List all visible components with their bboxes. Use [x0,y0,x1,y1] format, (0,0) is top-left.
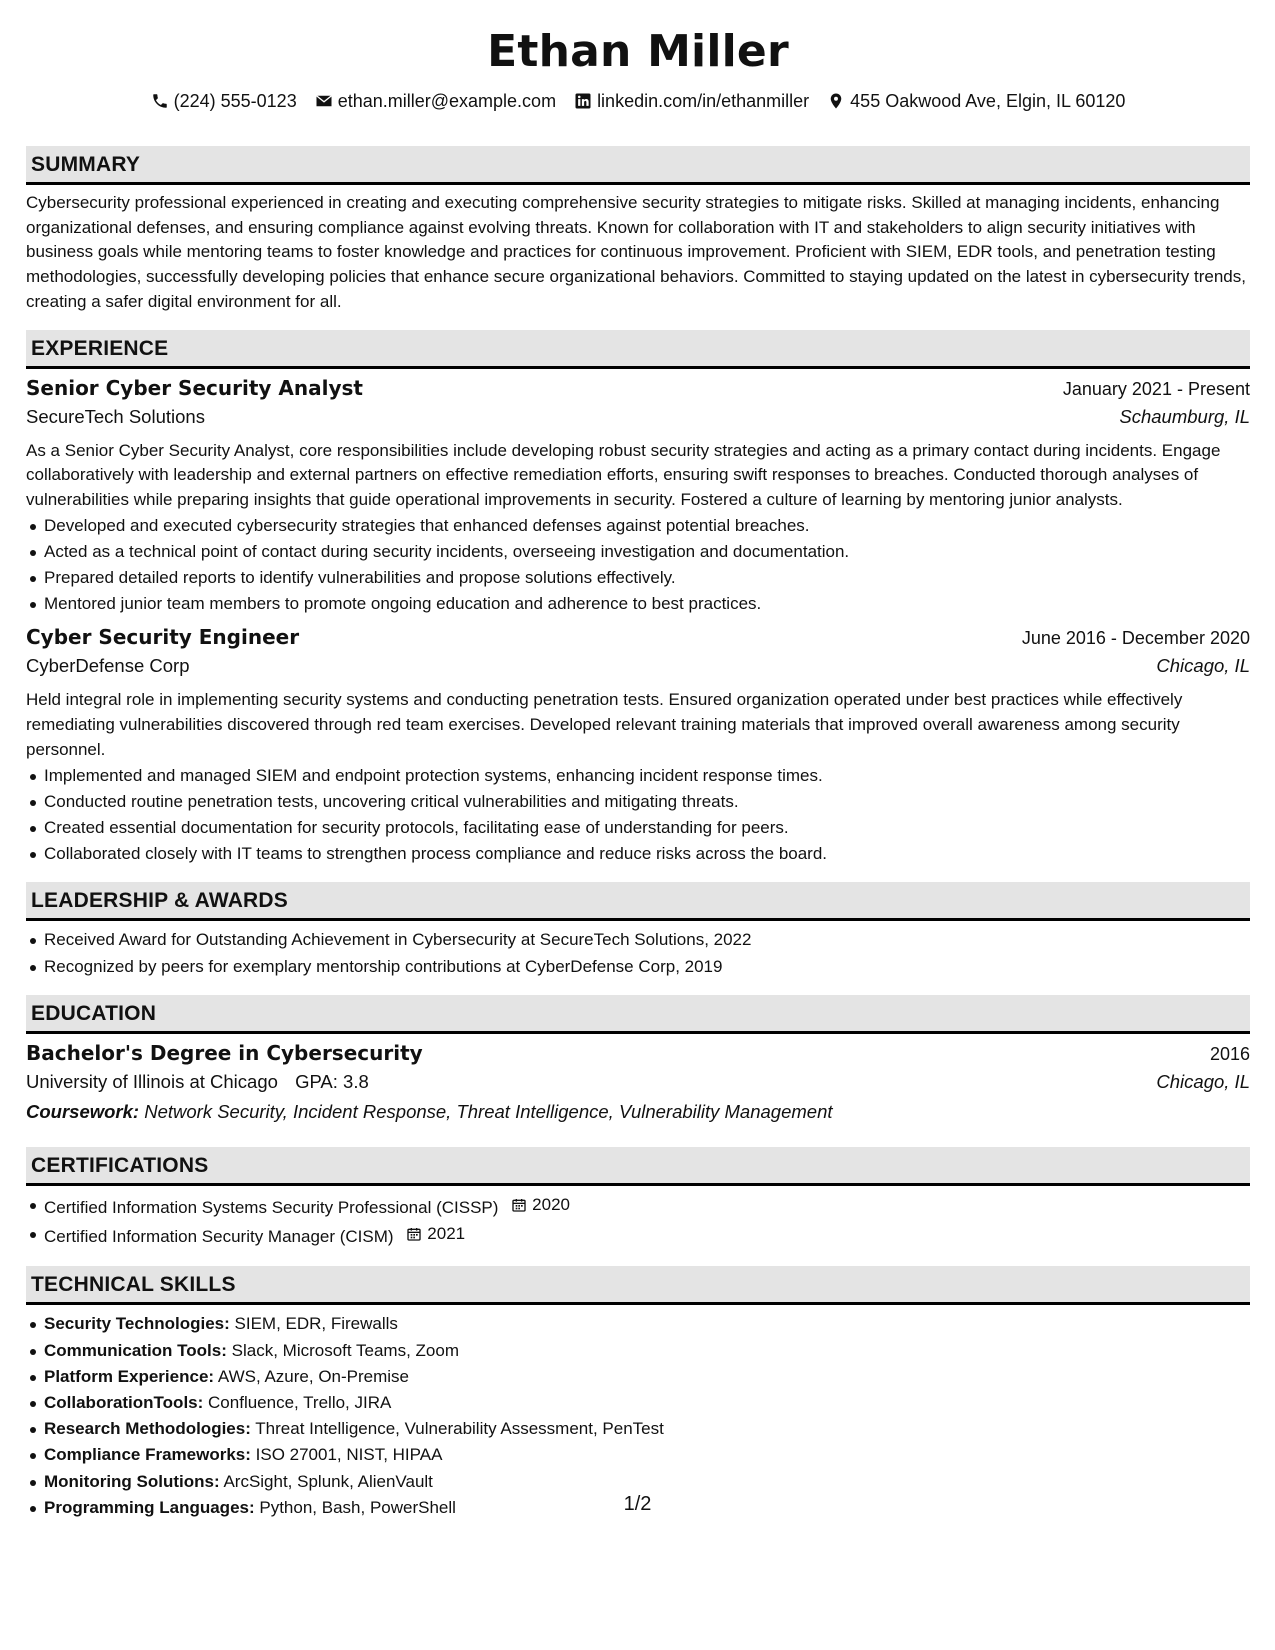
summary-section [26,146,1250,315]
list-item: Mentored junior team members to promote ongoing education and adherence to best practices. [44,591,1250,617]
skill-label: Programming Languages: [44,1497,255,1517]
phone-icon [151,92,169,110]
job-title: Cyber Security Engineer [26,625,300,650]
skill-item [44,1364,1250,1390]
coursework-line [26,1101,1250,1131]
skill-label: CollaborationTools: [44,1392,204,1412]
skill-label: Security Technologies: [44,1314,230,1334]
company-name: CyberDefense Corp [26,655,190,677]
list-item: Acted as a technical point of contact during security incidents, overseeing investigation and documentation. [44,539,1250,565]
skill-item [44,1469,1250,1495]
contact-address [827,91,1125,112]
skill-value: Slack, Microsoft Teams, Zoom [231,1340,459,1360]
cert-name: Certified Information Systems Security Professional (CISSP) [44,1197,499,1217]
list-item: Recognized by peers for exemplary mentorship contributions at CyberDefense Corp, 2019 [44,954,1250,980]
skill-value: AWS, Azure, On-Premise [217,1366,410,1386]
job-location: Chicago, IL [1156,655,1250,677]
skill-label: Platform Experience: [44,1366,215,1386]
calendar-icon [511,1197,527,1213]
cert-year [511,1192,570,1218]
skill-item [44,1311,1250,1337]
skill-label: Monitoring Solutions: [44,1471,220,1491]
list-item [44,1221,1250,1250]
list-item: Received Award for Outstanding Achievement in Cybersecurity at SecureTech Solutions, 2022 [44,927,1250,953]
school-name: University of Illinois at Chicago [26,1070,278,1092]
job-bullets [26,513,1250,618]
certifications-section [26,1147,1250,1251]
job-dates: June 2016 - December 2020 [1021,628,1250,649]
company-name: SecureTech Solutions [26,405,205,427]
cert-year-text: 2021 [427,1224,466,1244]
job-description: As a Senior Cyber Security Analyst, core responsibilities include developing robust security strategies and acting as a primary contact during incidents. Engage collaboratively with leadership and external partners on effective remediation efforts, ensuring swift responses to breaches. Conducted thorough analyses of vulnerabilities while preparing insights that guide operational improvements in security. Fostered a culture of learning by mentoring junior analysts. [26,440,1221,509]
linkedin-icon [574,92,592,110]
skill-item [44,1390,1250,1416]
email-text: ethan.miller@example.com [337,90,557,111]
leadership-list [26,927,1250,979]
cert-year-text: 2020 [532,1194,570,1214]
skill-item [44,1442,1250,1468]
job-entry [26,625,1250,867]
skill-value: Python, Bash, PowerShell [259,1497,456,1517]
job-entry [26,376,1250,618]
experience-section [26,330,1250,868]
graduation-year: 2016 [1209,1043,1250,1064]
candidate-name: Ethan Miller [487,26,789,77]
linkedin-text: linkedin.com/in/ethanmiller [597,90,810,111]
skill-value: Confluence, Trello, JIRA [208,1392,392,1412]
certifications-list [26,1192,1250,1251]
list-item: Collaborated closely with IT teams to strengthen process compliance and reduce risks across the board. [44,841,1250,867]
list-item: Prepared detailed reports to identify vulnerabilities and propose solutions effectively. [44,565,1250,591]
skill-item [44,1338,1250,1364]
contact-linkedin[interactable] [574,91,809,112]
skill-label: Communication Tools: [44,1340,227,1360]
contact-bar [26,88,1250,114]
leadership-section [26,882,1250,979]
cert-name: Certified Information Security Manager (CISM) [44,1227,394,1247]
skill-value: Threat Intelligence, Vulnerability Assessment, PenTest [255,1419,664,1439]
calendar-icon [406,1226,422,1242]
education-section [26,995,1250,1131]
job-bullets [26,763,1250,868]
skill-label: Compliance Frameworks: [44,1445,251,1465]
school-line [26,1071,369,1093]
degree-title: Bachelor's Degree in Cybersecurity [26,1040,423,1065]
phone-text: (224) 555-0123 [173,90,297,111]
summary-text: Cybersecurity professional experienced in creating and executing comprehensive security strategies to mitigate risks. Skilled at managing incidents, enhancing organizational defenses, and ensuring compliance against evolving threats. Known for collaboration with IT and stakeholders to align security initiatives with business goals while mentoring teams to foster knowledge and practices for continuous improvement. Proficient with SIEM, EDR tools, and penetration testing methodologies, successfully developing policies that enhance secure organizational behaviors. Committed to staying updated on the latest in cybersecurity trends, creating a safer digital environment for all. [26,193,1246,311]
envelope-icon [315,92,333,110]
skill-value: SIEM, EDR, Firewalls [234,1314,398,1334]
contact-email[interactable] [315,91,556,112]
contact-phone [151,91,297,112]
section-heading: SUMMARY [26,146,1250,185]
school-location: Chicago, IL [1156,1070,1250,1092]
job-description: Held integral role in implementing security systems and conducting penetration tests. Ensured organization operated under best practices while effectively remediating vulnerabilities discovered through red team exercises. Developed relevant training materials that improved overall awareness among security personnel. [26,690,1183,759]
skill-value: ArcSight, Splunk, AlienVault [223,1471,433,1491]
cert-year [406,1221,465,1247]
section-heading: EXPERIENCE [26,330,1250,369]
job-dates: January 2021 - Present [1062,378,1250,399]
skill-label: Research Methodologies: [44,1419,251,1439]
list-item [44,1192,1250,1221]
list-item: Developed and executed cybersecurity strategies that enhanced defenses against potential breaches. [44,513,1250,539]
gpa: GPA: 3.8 [295,1070,369,1092]
job-location: Schaumburg, IL [1119,405,1250,427]
coursework-label: Coursework: [26,1100,140,1122]
job-title: Senior Cyber Security Analyst [26,375,363,400]
list-item: Conducted routine penetration tests, uncovering critical vulnerabilities and mitigating threats. [44,789,1250,815]
section-heading: TECHNICAL SKILLS [26,1266,1250,1305]
section-heading: EDUCATION [26,995,1250,1034]
skills-list [26,1311,1250,1521]
skill-value: ISO 27001, NIST, HIPAA [255,1445,443,1465]
skill-item [44,1416,1250,1442]
list-item: Implemented and managed SIEM and endpoint protection systems, enhancing incident response times. [44,763,1250,789]
address-text: 455 Oakwood Ave, Elgin, IL 60120 [850,90,1126,111]
section-heading: LEADERSHIP & AWARDS [26,882,1250,921]
section-heading: CERTIFICATIONS [26,1147,1250,1186]
list-item: Created essential documentation for security protocols, facilitating ease of understanding for peers. [44,815,1250,841]
page-number: 1/2 [623,1493,652,1515]
resume-page [26,0,1250,1521]
map-pin-icon [827,92,845,110]
coursework-text: Network Security, Incident Response, Threat Intelligence, Vulnerability Management [144,1100,833,1122]
skills-section [26,1266,1250,1521]
